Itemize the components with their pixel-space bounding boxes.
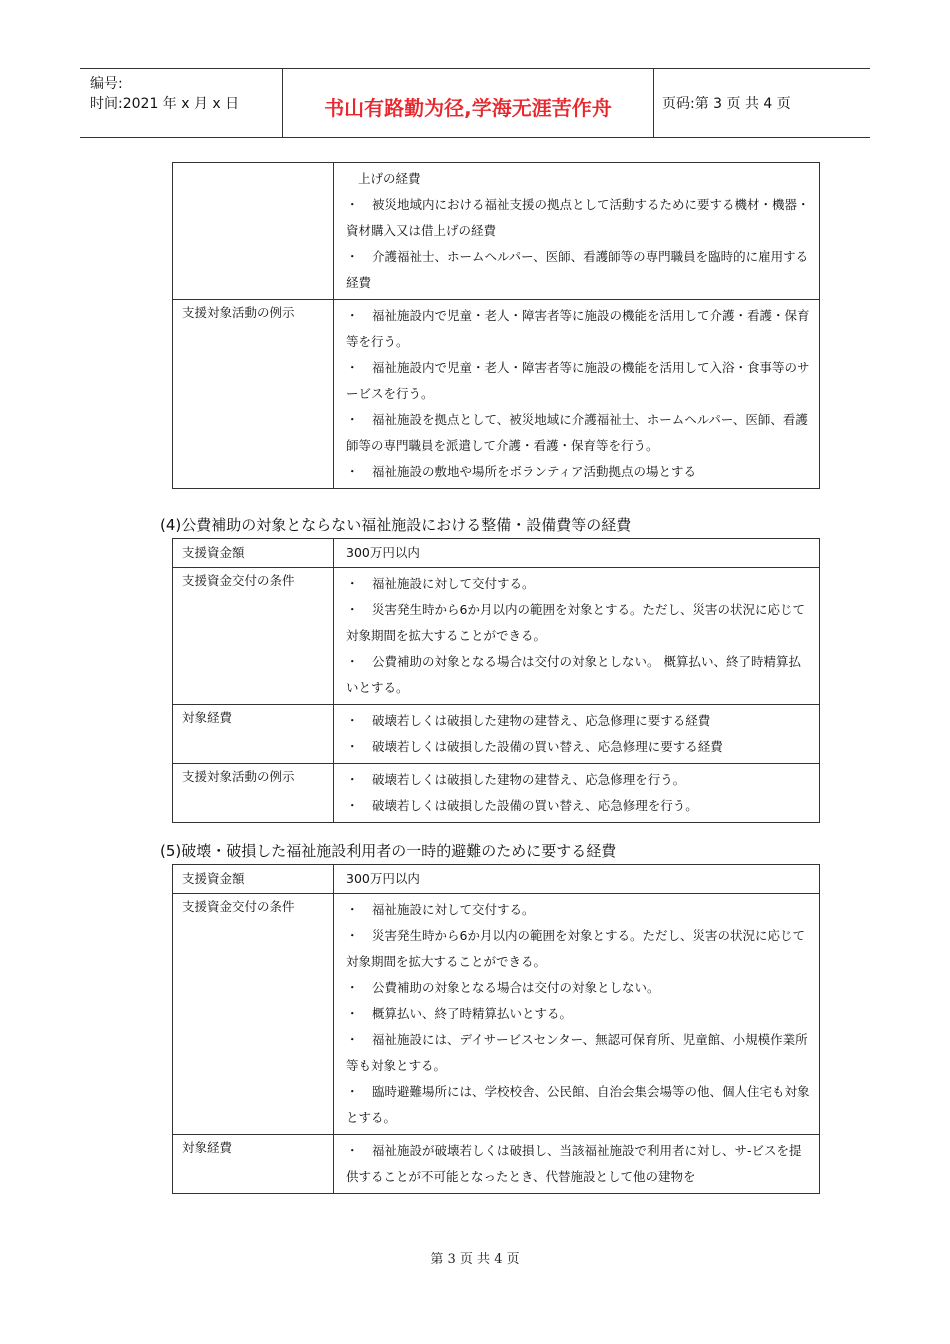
- cost-label: 対象経費: [173, 1135, 334, 1194]
- cost-content: [334, 705, 820, 764]
- motto-text: 书山有路勤为径,学海无涯苦作舟: [324, 95, 612, 120]
- list-item: ・ 福祉施設内で児童・老人・障害者等に施設の機能を活用して入浴・食事等のサービスを行う。: [346, 360, 810, 401]
- list-item: ・ 福祉施設に対して交付する。: [346, 902, 535, 917]
- table-row: [173, 163, 820, 300]
- continuation-text: 上げの経費: [358, 171, 421, 186]
- list-item: ・ 災害発生時から6か月以内の範囲を対象とする。ただし、災害の状況に応じて対象期間を拡大することができる。: [346, 928, 805, 969]
- page-number-label: 页码:第 3 页 共 4 页: [662, 96, 791, 112]
- list-item: ・ 福祉施設には、デイサービスセンター、無認可保育所、児童館、小規模作業所等も対象とする。: [346, 1032, 808, 1073]
- list-item: ・ 概算払い、終了時精算払いとする。: [346, 1006, 573, 1021]
- header-motto-cell: [282, 69, 654, 137]
- number-label: 编号:: [90, 76, 123, 92]
- list-item: ・ 公費補助の対象となる場合は交付の対象としない。: [346, 980, 660, 995]
- activity-label: 支援対象活動の例示: [173, 764, 334, 823]
- page-footer: 第 3 页 共 4 页: [430, 1252, 520, 1267]
- condition-label: 支援資金交付の条件: [173, 894, 334, 1135]
- table-row: [173, 1135, 820, 1194]
- cost-label: 対象経費: [173, 705, 334, 764]
- list-item: ・ 福祉施設の敷地や場所をボランティア活動拠点の場とする: [346, 464, 697, 479]
- page-header: [80, 68, 870, 138]
- table-row: [173, 300, 820, 489]
- table-continued: [172, 162, 820, 489]
- list-item: ・ 破壊若しくは破損した建物の建替え、応急修理に要する経費: [346, 713, 711, 728]
- condition-label: 支援資金交付の条件: [173, 568, 334, 705]
- list-item: ・ 臨時避難場所には、学校校舎、公民館、自治会集会場等の他、個人住宅も対象とする。: [346, 1084, 810, 1125]
- row-content: [334, 300, 820, 489]
- cost-content: [334, 1135, 820, 1194]
- section4-title: (4)公費補助の対象とならない福祉施設における整備・設備費等の経費: [160, 516, 632, 534]
- row-label: [173, 163, 334, 300]
- list-item: ・ 破壊若しくは破損した設備の買い替え、応急修理を行う。: [346, 798, 698, 813]
- list-item: ・ 災害発生時から6か月以内の範囲を対象とする。ただし、災害の状況に応じて対象期間を拡大することができる。: [346, 602, 805, 643]
- amount-label: 支援資金額: [173, 865, 334, 894]
- amount-value: 300万円以内: [334, 865, 820, 894]
- list-item: ・ 破壊若しくは破損した建物の建替え、応急修理を行う。: [346, 772, 686, 787]
- activity-content: [334, 764, 820, 823]
- amount-value: 300万円以内: [334, 539, 820, 568]
- section5-title: (5)破壊・破損した福祉施設利用者の一時的避難のために要する経費: [160, 842, 617, 860]
- header-info: [80, 69, 282, 137]
- table-row: [173, 539, 820, 568]
- row-label: 支援対象活動の例示: [173, 300, 334, 489]
- list-item: ・ 破壊若しくは破損した設備の買い替え、応急修理に要する経費: [346, 739, 723, 754]
- list-item: ・ 福祉施設内で児童・老人・障害者等に施設の機能を活用して介護・看護・保育等を行う。: [346, 308, 810, 349]
- table-row: [173, 764, 820, 823]
- date-label: 时间:2021 年 x 月 x 日: [90, 96, 240, 112]
- list-item: ・ 福祉施設が破壊若しくは破損し、当該福祉施設で利用者に対し、サ-ビスを提供することが不可能となったとき、代替施設として他の建物を: [346, 1143, 802, 1184]
- section4-table: [172, 538, 820, 823]
- amount-label: 支援資金額: [173, 539, 334, 568]
- table-row: [173, 894, 820, 1135]
- section5-table: [172, 864, 820, 1194]
- list-item: ・ 福祉施設を拠点として、被災地域に介護福祉士、ホームヘルパー、医師、看護師等の専門職員を派遣して介護・看護・保育等を行う。: [346, 412, 808, 453]
- condition-content: [334, 894, 820, 1135]
- list-item: ・ 公費補助の対象となる場合は交付の対象としない。 概算払い、終了時精算払いとする。: [346, 654, 801, 695]
- row-content: [334, 163, 820, 300]
- list-item: ・ 介護福祉士、ホームヘルパー、医師、看護師等の専門職員を臨時的に雇用する経費: [346, 249, 809, 290]
- table-row: [173, 865, 820, 894]
- list-item: ・ 被災地域内における福祉支援の拠点として活動するために要する機材・機器・資材購入又は借上げの経費: [346, 197, 810, 238]
- condition-content: [334, 568, 820, 705]
- table-row: [173, 705, 820, 764]
- list-item: ・ 福祉施設に対して交付する。: [346, 576, 535, 591]
- table-row: [173, 568, 820, 705]
